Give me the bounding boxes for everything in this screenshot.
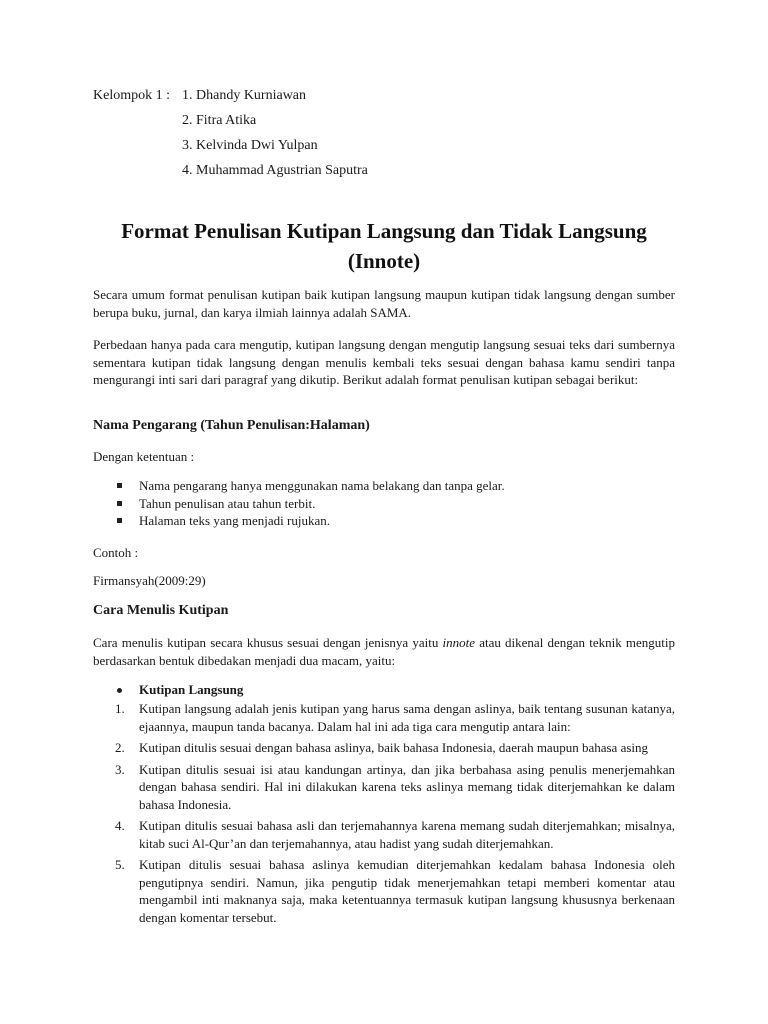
item-text: Kutipan ditulis sesuai dengan bahasa aslinya, baik bahasa Indonesia, daerah maupun bahasa asing	[139, 740, 649, 755]
cara-text-2: atau dikenal dengan teknik mengutip berdasarkan bentuk dibedakan menjadi dua macam, yaitu:	[93, 635, 675, 668]
square-bullet-icon	[117, 501, 122, 506]
round-bullet-icon	[117, 688, 122, 693]
numbered-item	[93, 856, 675, 926]
numbered-item	[93, 739, 675, 757]
numbered-item	[93, 761, 675, 814]
format-heading: Nama Pengarang (Tahun Penulisan:Halaman)	[93, 418, 370, 433]
list-item-text: Halaman teks yang menjadi rujukan.	[139, 513, 330, 528]
numbered-item	[93, 700, 675, 735]
item-text: Kutipan langsung adalah jenis kutipan yang harus sama dengan aslinya, baik tentang susunan katanya, ejaannya, maupun tanda bacanya. Dalam hal ini ada tiga cara mengutip antara lain:	[139, 701, 675, 734]
numbered-item	[93, 817, 675, 852]
document-title	[93, 216, 675, 276]
cara-text-italic: innote	[442, 635, 476, 650]
cara-text-1: Cara menulis kutipan secara khusus sesuai dengan jenisnya yaitu	[93, 635, 443, 650]
item-text: Kutipan ditulis sesuai bahasa asli dan terjemahannya karena memang sudah diterjemahkan; misalnya, kitab suci Al-Qur’an dan terjemahannya, atau hadist yang sudah diterjemahkan.	[139, 818, 675, 851]
difference-paragraph: Perbedaan hanya pada cara mengutip, kutipan langsung dengan mengutip langsung sesuai teks dari sumbernya sementara kutipan tidak langsung dengan menulis kembali teks sesuai dengan bahasa kamu sendiri tanpa mengurangi inti sari dari paragraf yang dikutip. Berikut adalah format penulisan kutipan sebagai berikut:	[93, 337, 675, 387]
item-number: 5.	[115, 857, 125, 872]
ketentuan-list	[93, 477, 505, 530]
list-item	[93, 512, 505, 530]
member-item: 3. Kelvinda Dwi Yulpan	[182, 138, 318, 153]
contoh-label: Contoh :	[93, 545, 139, 560]
title-line-2: (Innote)	[347, 249, 421, 273]
square-bullet-icon	[117, 518, 122, 523]
intro-paragraph: Secara umum format penulisan kutipan baik kutipan langsung maupun kutipan tidak langsung dengan sumber berupa buku, jurnal, dan karya ilmiah lainnya adalah SAMA.	[93, 287, 675, 320]
member-item: 1. Dhandy Kurniawan	[182, 88, 307, 103]
ketentuan-label: Dengan ketentuan :	[93, 449, 195, 464]
kutipan-langsung-label: Kutipan Langsung	[139, 682, 244, 697]
list-item	[93, 477, 505, 495]
square-bullet-icon	[117, 483, 122, 488]
member-item: 4. Muhammad Agustrian Saputra	[182, 163, 368, 178]
cara-heading: Cara Menulis Kutipan	[93, 603, 229, 618]
item-number: 4.	[115, 818, 125, 833]
list-item	[93, 495, 505, 513]
numbered-list	[93, 700, 675, 930]
list-item-text: Tahun penulisan atau tahun terbit.	[139, 495, 316, 511]
item-number: 1.	[115, 701, 125, 716]
item-number: 2.	[115, 740, 125, 755]
list-item-text: Nama pengarang hanya menggunakan nama belakang dan tanpa gelar.	[139, 478, 505, 493]
member-item: 2. Fitra Atika	[182, 113, 257, 128]
title-line-1: Format Penulisan Kutipan Langsung dan Tidak Langsung	[121, 219, 647, 243]
item-number: 3.	[115, 761, 125, 777]
contoh-value: Firmansyah(2009:29)	[93, 573, 206, 588]
group-label: Kelompok 1 :	[93, 88, 170, 103]
cara-paragraph	[93, 634, 675, 669]
item-text: Kutipan ditulis sesuai isi atau kandungan artinya, dan jika berbahasa asing penulis menerjemahkan dengan bahasa sendiri. Hal ini dilakukan karena teks aslinya memang tidak diterjemahkan ke dalam bahasa Indonesia.	[139, 761, 675, 812]
item-text: Kutipan ditulis sesuai bahasa aslinya kemudian diterjemahkan kedalam bahasa Indonesia oleh pengutipnya sendiri. Namun, jika pengutip tidak menerjemahkan tetapi memberi komentar atau mengambil inti maknanya saja, maka ketentuannya termasuk kutipan langsung khususnya berkenaan dengan komentar tersebut.	[139, 857, 675, 925]
